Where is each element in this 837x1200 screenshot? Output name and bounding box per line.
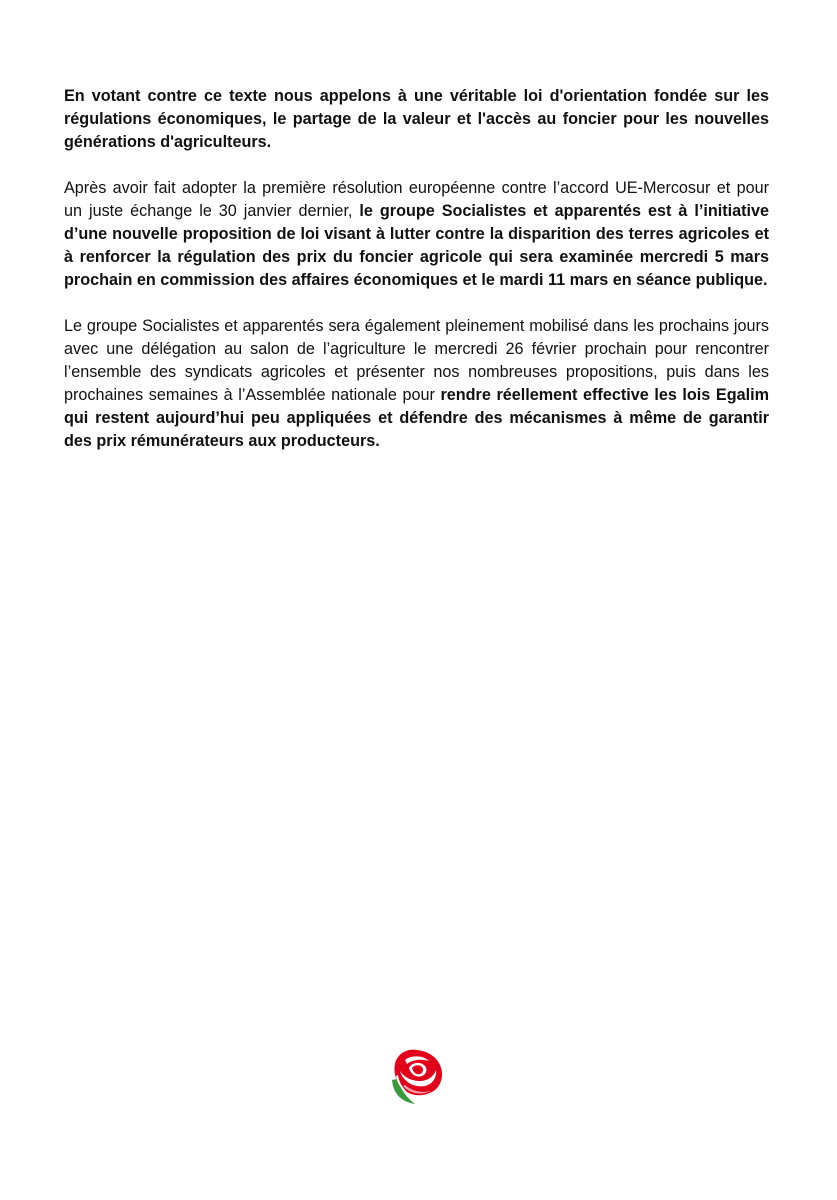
- land-proposal-text: le groupe Socialistes et apparentés est à l’initiative d’une nouvelle proposition de loi visant à lutter contre la disparition des terres agricoles et à renforcer la régulation des prix du foncier agricole qui sera examinée mercredi 5 mars prochain en commission des affaires économiques et le mardi 11 mars en séance publique.: [64, 202, 769, 289]
- paragraph-orientation-law: [64, 85, 769, 154]
- paragraph-land-proposal: [64, 177, 769, 292]
- mercosur-resolution-text: Après avoir fait adopter la première résolution européenne contre l’accord UE-Mercosur et pour un juste échange le 30 janvier dernier,: [64, 179, 769, 220]
- rose-logo-icon: [387, 1046, 447, 1106]
- mobilisation-text: Le groupe Socialistes et apparentés sera également pleinement mobilisé dans les prochains jours avec une délégation au salon de l’agriculture le mercredi 26 février prochain pour rencontrer l’ensemble des syndicats agricoles et présenter nos nombreuses propositions, puis dans les prochaines semaines à l’Assemblée nationale pour: [64, 317, 769, 404]
- egalim-text: rendre réellement effective les lois Egalim qui restent aujourd’hui peu appliquées et défendre des mécanismes à même de garantir des prix rémunérateurs aux producteurs.: [64, 386, 769, 450]
- paragraph-mobilisation: [64, 315, 769, 453]
- rose-logo-graphic: [387, 1046, 447, 1106]
- orientation-law-text: En votant contre ce texte nous appelons à une véritable loi d'orientation fondée sur les régulations économiques, le partage de la valeur et l'accès au foncier pour les nouvelles générations d'agriculteurs.: [64, 87, 769, 151]
- document-body: [64, 85, 769, 476]
